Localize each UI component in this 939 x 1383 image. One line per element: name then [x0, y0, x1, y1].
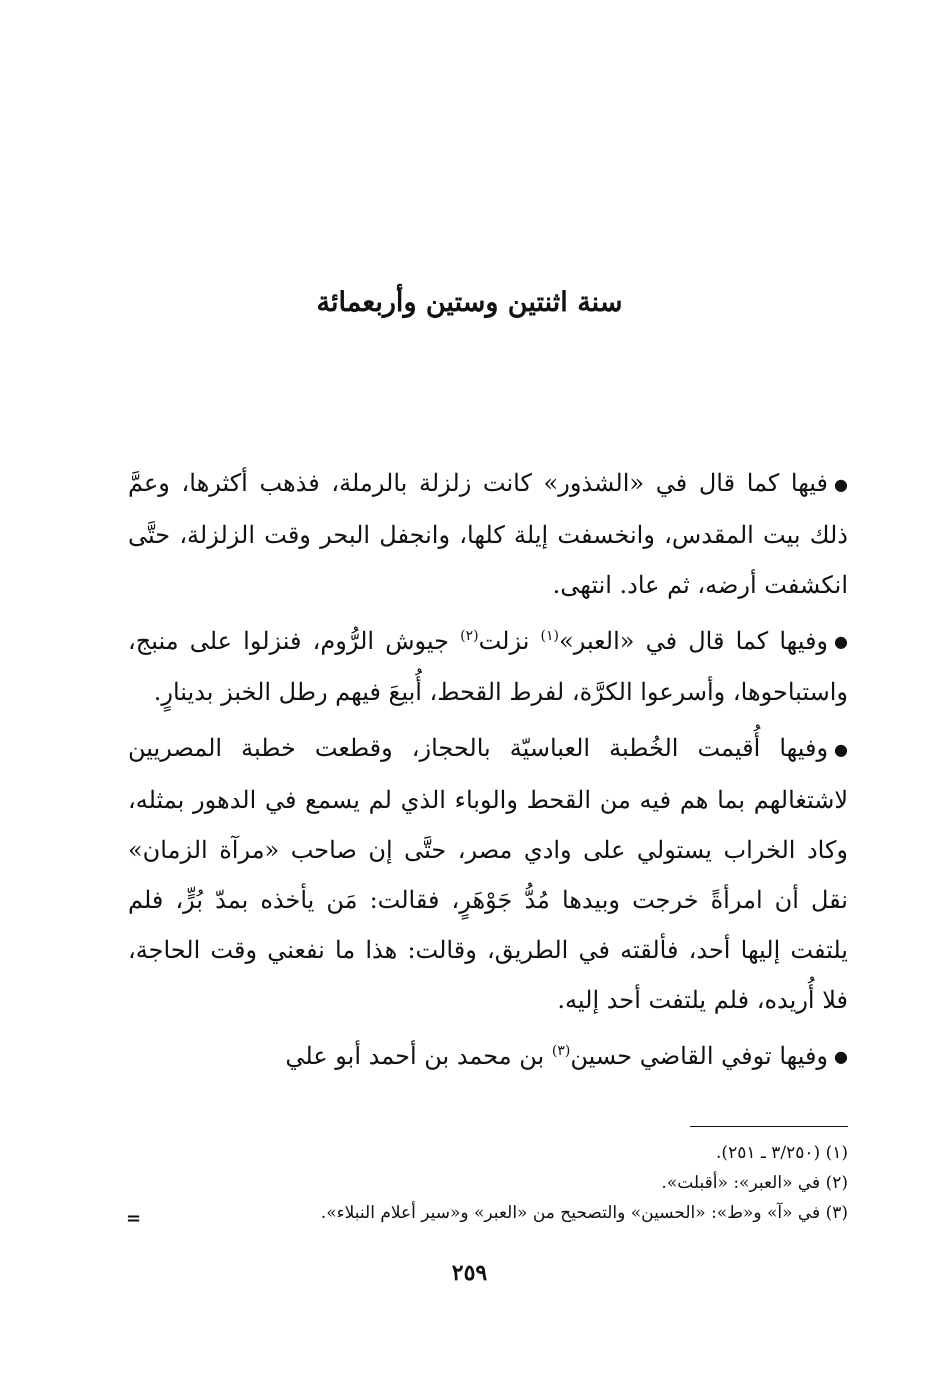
paragraph-4: [128, 1031, 848, 1083]
paragraph-1: [128, 458, 848, 610]
footnote-1: (١) (٣/٢٥٠ ـ ٢٥١).: [716, 1143, 848, 1163]
bullet-icon: ●: [834, 1047, 848, 1066]
page-number: ٢٥٩: [451, 1260, 488, 1286]
paragraph-text: وفيها أُقيمت الخُطبة العباسيّة بالحجاز، وقطعت خطبة المصريين لاشتغالهم بما هم فيه من القحط والوباء الذي لم يسمع في الدهور بمثله، وكاد الخراب يستولي على وادي مصر، حتَّى إن صاحب «مرآة الزمان» نقل أن امرأةً خرجت وبيدها مُدُّ جَوْهَرٍ، فقالت: مَن يأخذه بمدّ بُرٍّ، فلم يلتفت إليها أحد، فألقته في الطريق، وقالت: هذا ما نفعني وقت الحاجة، فلا أُريده، فلم يلتفت أحد إليه.: [128, 734, 848, 1014]
bullet-icon: ●: [834, 632, 848, 651]
paragraph-text: جيوش الرُّوم، فنزلوا على منبج، واستباحوها، وأسرعوا الكرَّة، لفرط القحط، أُبيعَ فيهم رطل الخبز بدينارٍ.: [128, 626, 848, 706]
continuation-mark: =: [126, 1208, 142, 1229]
bullet-icon: ●: [834, 474, 848, 494]
paragraph-text: بن محمد بن أحمد أبو علي: [285, 1041, 552, 1070]
paragraph-text: فيها كما قال في «الشذور» كانت زلزلة بالرملة، فذهب أكثرها، وعمَّ ذلك بيت المقدس، وانخسفت إيلة كلها، وانجفل البحر وقت الزلزلة، حتَّى انكشفت أرضه، ثم عاد. انتهى.: [128, 469, 848, 599]
footnote-divider: [690, 1126, 848, 1127]
main-text: [128, 458, 848, 1088]
footnote-3: (٣) في «آ» و«ط»: «الحسين» والتصحيح من «العبر» و«سير أعلام النبلاء».: [320, 1203, 848, 1223]
footnotes: [128, 1138, 848, 1228]
footnote-ref-1[interactable]: (١): [540, 627, 560, 644]
paragraph-3: [128, 723, 848, 1025]
page-title: سنة اثنتين وستين وأربعمائة: [316, 287, 623, 318]
paragraph-2: [128, 616, 848, 718]
paragraph-text: وفيها كما قال في «العبر»: [559, 626, 829, 655]
paragraph-text: نزلت: [478, 626, 541, 655]
footnote-ref-3[interactable]: (٣): [551, 1042, 571, 1059]
footnote-ref-2[interactable]: (٢): [460, 627, 479, 644]
bullet-icon: ●: [834, 739, 848, 759]
paragraph-text: وفيها توفي القاضي حسين: [570, 1041, 829, 1070]
footnote-2: (٢) في «العبر»: «أقبلت».: [661, 1173, 848, 1193]
